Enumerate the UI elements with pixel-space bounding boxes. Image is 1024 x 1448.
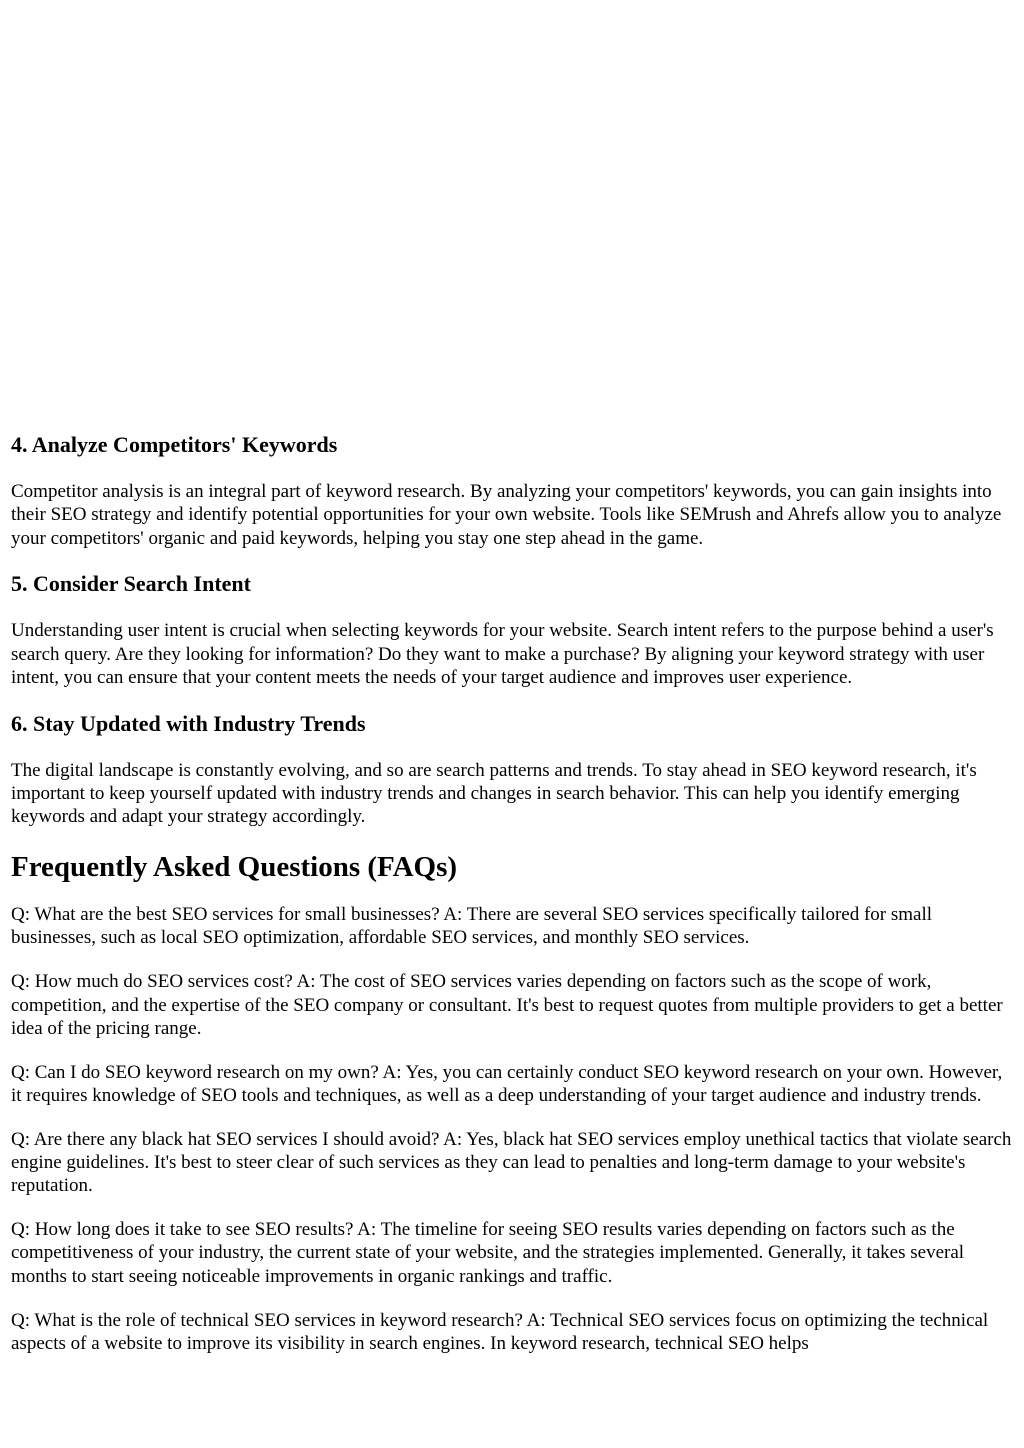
section-industry-trends bbox=[11, 710, 1016, 829]
section-paragraph: Understanding user intent is crucial when selecting keywords for your website. Search intent refers to the purpose behind a user's search query. Are they looking for information? Do they want to make a purchase? By aligning your keyword strategy with user intent, you can ensure that your content meets the needs of your target audience and improves user experience. bbox=[11, 620, 994, 688]
section-analyze-competitors bbox=[11, 431, 1016, 550]
section-paragraph: Competitor analysis is an integral part of keyword research. By analyzing your competitors' keywords, you can gain insights into their SEO strategy and identify potential opportunities for your own website. Tools like SEMrush and Ahrefs allow you to analyze your competitors' organic and paid keywords, helping you stay one step ahead in the game. bbox=[11, 481, 1002, 549]
faq-title: Frequently Asked Questions (FAQs) bbox=[11, 851, 458, 884]
faq-item: Q: Can I do SEO keyword research on my own? A: Yes, you can certainly conduct SEO keyword research on your own. However, it requires knowledge of SEO tools and techniques, as well as a deep understanding of your target audience and industry trends. bbox=[11, 1061, 1003, 1106]
section-heading: 4. Analyze Competitors' Keywords bbox=[11, 432, 338, 457]
section-paragraph: The digital landscape is constantly evolving, and so are search patterns and trends. To stay ahead in SEO keyword research, it's important to keep yourself updated with industry trends and changes in search behavior. This can help you identify emerging keywords and adapt your strategy accordingly. bbox=[11, 759, 977, 828]
faq-item: Q: What is the role of technical SEO services in keyword research? A: Technical SEO services focus on optimizing the technical aspects of a website to improve its visibility in search engines. In keyword research, technical SEO helps bbox=[11, 1309, 989, 1354]
faq-item: Q: What are the best SEO services for small businesses? A: There are several SEO services specifically tailored for small businesses, such as local SEO optimization, affordable SEO services, and monthly SEO services. bbox=[11, 904, 933, 949]
faq-item: Q: How long does it take to see SEO results? A: The timeline for seeing SEO results varies depending on factors such as the competitiveness of your industry, the current state of your website, and the strategies implemented. Generally, it takes several months to start seeing noticeable improvements in organic rankings and traffic. bbox=[11, 1219, 965, 1287]
faq-section bbox=[11, 849, 1016, 1355]
article-content bbox=[11, 431, 1016, 1376]
section-heading: 5. Consider Search Intent bbox=[11, 571, 251, 597]
faq-item: Q: How much do SEO services cost? A: The cost of SEO services varies depending on factors such as the scope of work, competition, and the expertise of the SEO company or consultant. It's best to request quotes from multiple providers to get a better idea of the pricing range. bbox=[11, 971, 1003, 1039]
section-search-intent bbox=[11, 570, 1016, 689]
section-heading: 6. Stay Updated with Industry Trends bbox=[11, 710, 366, 736]
faq-item: Q: Are there any black hat SEO services I should avoid? A: Yes, black hat SEO services employ unethical tactics that violate search engine guidelines. It's best to steer clear of such services as they can lead to penalties and long-term damage to your website's reputation. bbox=[11, 1128, 1012, 1197]
